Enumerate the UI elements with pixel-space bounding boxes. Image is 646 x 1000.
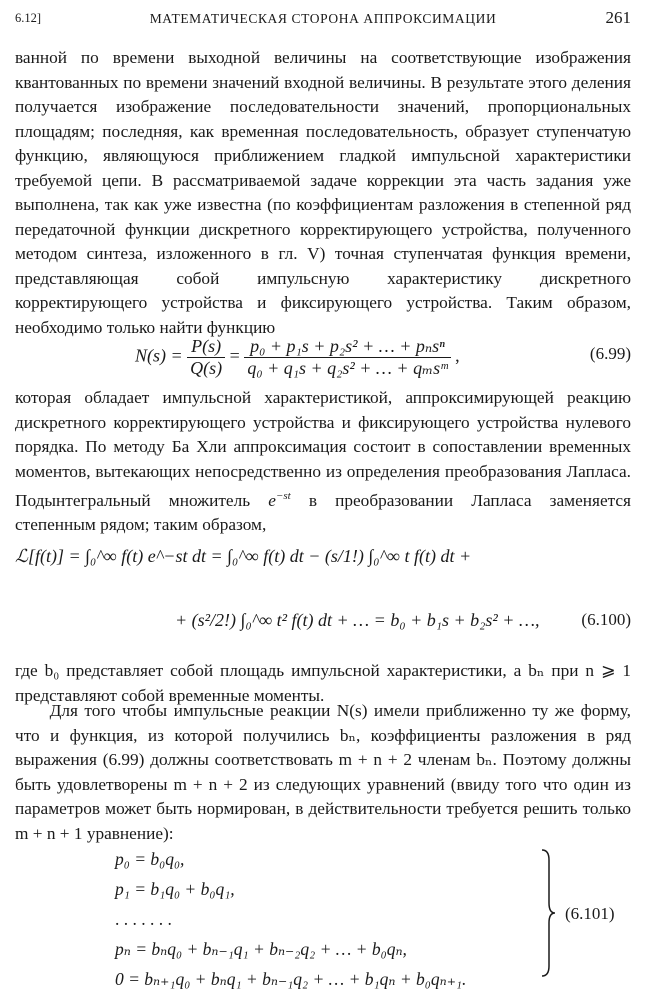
section-number: 6.12] [15, 11, 42, 25]
eq699-number: (6.99) [589, 344, 631, 363]
eq699-num1: P(s) [187, 336, 225, 358]
equation-6-100 [15, 540, 631, 650]
page-number: 261 [605, 8, 631, 27]
eq6100-number: (6.100) [581, 610, 631, 629]
system-line: p₁ = b₁q₀ + b₀q₁, [115, 879, 235, 899]
paragraph-2 [15, 386, 631, 538]
running-title: МАТЕМАТИЧЕСКАЯ СТОРОНА АППРОКСИМАЦИИ [149, 11, 497, 26]
eq6100-line2: + (s²/2!) ∫₀^∞ t² f(t) dt + … = b₀ + b₁s + b₂s² + …, [175, 610, 540, 630]
paragraph-4 [15, 699, 631, 846]
system-line: p₀ = b₀q₀, [115, 849, 185, 869]
equation-system-6-101 [115, 844, 466, 994]
eq699-lhs: N(s) = [135, 345, 183, 366]
paragraph-1 [15, 46, 631, 340]
equation-6-99: N(s) = $\frac{P(s)}{Q(s)}$ = $\frac{\text{p₀ + p₁s + p₂s² + … + pₙsⁿ}}{\text{q₀ + q₁s + q₂s² + … + qₘsᵐ}}$ , (6.99) [135, 336, 631, 378]
paragraph-3-text: где b₀ представляет собой площадь импульсной характеристики, а bₙ при n ⩾ 1 представляют собой временные моменты. [15, 661, 631, 705]
paragraph-2-exp-power: −st [275, 490, 291, 502]
system-line: . . . . . . . [115, 909, 172, 929]
eq6101-number: (6.101) [565, 904, 615, 923]
paragraph-1-text: ванной по времени выходной величины на соответствующие изображения квантованных по времени значений входной величины. В результате этого деления получается изображение последовательности значений, пропорциональных площадям; последняя, как временная последовательность, образует ступенчатую функцию, являющуюся приближением гладкой импульсной характеристики требуемой цепи. В рассматриваемой задаче коррекции эта часть задания уже выполнена, так как уже известна (по коэффициентам разложения в степенной ряд передаточной функции дискретного корректирующего устройства, полученного методом синтеза, изложенного в гл. V) точная ступенчатая функция времени, представляющая собой импульсную характеристику дискретного корректирующего устройства и фиксирующего устройства. Таким образом, необходимо только найти функцию [15, 48, 631, 337]
paragraph-2a-text: которая обладает импульсной характеристикой, аппроксимирующей реакцию дискретного корректирующего устройства и фиксирующего устройства нулевого порядка. По методу Ба Хли аппроксимация состоит в сопоставлении временных моментов, вытекающих непосредственно из определения преобразования Лапласа. Подынтегральный множитель [15, 388, 631, 510]
system-line: pₙ = bₙq₀ + bₙ₋₁q₁ + bₙ₋₂q₂ + … + b₀qₙ, [115, 939, 407, 959]
eq6100-line1: ℒ[f(t)] = ∫₀^∞ f(t) e^−st dt = ∫₀^∞ f(t) dt − (s/1!) ∫₀^∞ t f(t) dt + [15, 546, 472, 566]
right-brace-icon [540, 848, 556, 978]
page-header [15, 8, 631, 30]
paragraph-2b-text: в преобразовании Лапласа заменяется степенным рядом; таким образом, [15, 490, 632, 535]
paragraph-4-text: Для того чтобы импульсные реакции N(s) имели приближенно ту же форму, что и функция, из которой получились bₙ, коэффициенты разложения в ряд выражения (6.99) должны соответствовать m + n + 2 членам bₙ. Поэтому должны быть удовлетворены m + n + 2 из следующих уравнений (ввиду того что один из параметров может быть нормирован, в действительности требуется решить только m + n + 1 уравнение): [15, 701, 631, 843]
system-line: 0 = bₙ₊₁q₀ + bₙq₁ + bₙ₋₁q₂ + … + b₁qₙ + b₀qₙ₊₁. [115, 969, 467, 989]
paragraph-2-exp-symbol: e [268, 490, 276, 510]
eq699-den1: Q(s) [190, 358, 223, 378]
eq699-num2: p₀ + p₁s + p₂s² + … + pₙsⁿ [244, 336, 450, 358]
eq699-frac2 [244, 336, 450, 379]
eq699-den2: q₀ + q₁s + q₂s² + … + qₘsᵐ [247, 358, 448, 378]
eq699-frac1 [187, 336, 225, 379]
